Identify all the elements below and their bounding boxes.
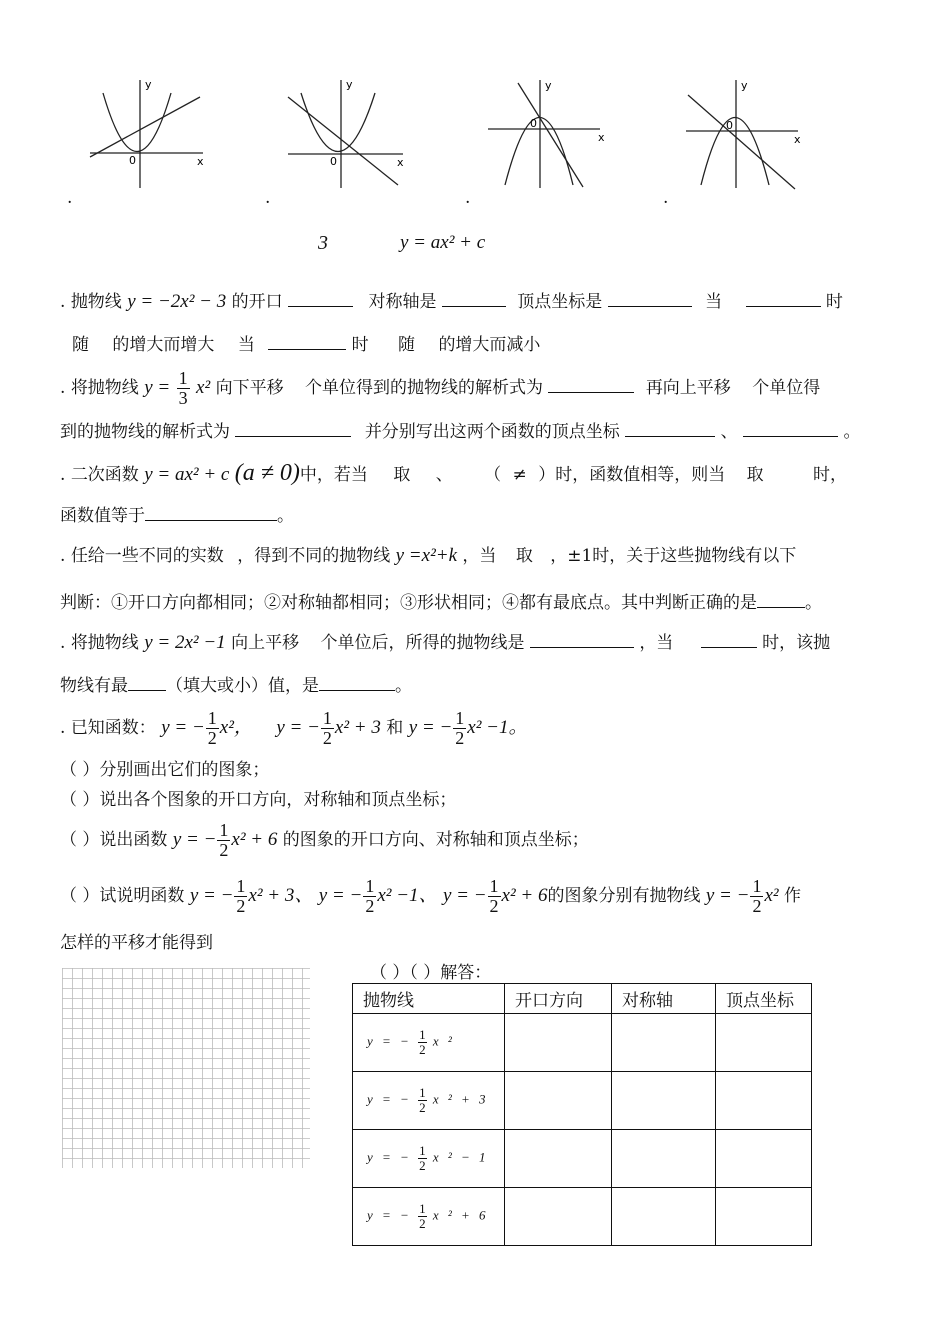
question-3-line-2 <box>60 502 900 529</box>
graph-dot: . <box>265 188 271 208</box>
fraction-half: $\frac{1}{2}$ <box>207 708 217 748</box>
question-2-line-2 <box>60 418 900 445</box>
text: 、 <box>720 422 738 442</box>
parabola-formula: y = − $\frac{1}{2}$ x ² − 1 <box>353 1130 505 1188</box>
answer-blank[interactable] <box>743 418 838 437</box>
formula: x² <box>764 885 779 906</box>
origin-label: 0 <box>530 117 537 130</box>
question-5-line-1: . 将抛物线 y = 2x² −1 向上平移 个单位后，所得的抛物线是 ，当 时，该抛 <box>60 629 900 656</box>
answer-cell[interactable] <box>505 1188 612 1246</box>
axis-x-label: x <box>197 155 204 168</box>
question-4-line-1: . 任给一些不同的实数 ，得到不同的抛物线 y =x²+k ，当 取 ，±1时，关于这些抛物线有以下 <box>60 545 797 566</box>
question-1-line-2 <box>72 331 900 358</box>
answer-cell[interactable] <box>505 1014 612 1072</box>
answer-blank[interactable] <box>548 374 634 393</box>
header-opening: 开口方向 <box>505 984 612 1014</box>
text: 。 <box>805 593 822 613</box>
answer-cell[interactable] <box>612 1130 716 1188</box>
graph-dot: . <box>663 188 669 208</box>
text: ，得到不同的抛物线 <box>237 546 391 566</box>
text: ，当 <box>462 546 497 566</box>
question-dot: . <box>60 292 66 312</box>
text: 个单位得到的抛物线的解析式为 <box>305 378 543 398</box>
question-6-sub-4: （ ）试说明函数 y = − $\frac{1}{2}$ x² + 3、 y = − $\frac{1}{2}$ x² −1、 y = − $\frac{1}{2}$ x² + 6的图象分别有抛物线 y = − $\frac{1}{2}$ x² 作 <box>60 876 801 916</box>
text: 抛物线 <box>70 292 122 312</box>
axis-y-label: y <box>145 78 152 91</box>
formula: x² −1、 <box>377 885 438 906</box>
text: 任给一些不同的实数 <box>70 546 224 566</box>
text: 时， <box>813 465 848 485</box>
text: 的图象的开口方向、对称轴和顶点坐标； <box>282 830 589 850</box>
graph-1 <box>85 75 210 195</box>
fraction-half: $\frac{1}{2}$ <box>219 820 229 860</box>
question-6-line-1: . 已知函数： y = − $\frac{1}{2}$ x²， y = − $\frac{1}{2}$ x² + 3 和 y = − $\frac{1}{2}$ x² −1。 <box>60 708 528 748</box>
text: 对称轴是 <box>368 292 437 312</box>
text: 取 <box>746 465 764 485</box>
text: （ ）试说明函数 <box>60 886 185 906</box>
answer-cell[interactable] <box>505 1130 612 1188</box>
graph-dot: . <box>67 188 73 208</box>
axis-x-label: x <box>794 133 801 146</box>
text: ，当 <box>639 633 674 653</box>
text: 的增大而增大 <box>112 335 215 355</box>
text: 个单位得 <box>752 378 821 398</box>
header-vertex: 顶点坐标 <box>716 984 812 1014</box>
question-5-line-2 <box>60 672 900 699</box>
text: 判断：①开口方向都相同；②对称轴都相同；③形状相同；④都有最底点。其中判断正确的是 <box>60 593 757 613</box>
origin-label: 0 <box>726 119 733 132</box>
answer-blank[interactable] <box>757 589 805 608</box>
answer-blank[interactable] <box>701 629 757 648</box>
answer-table <box>352 983 812 1246</box>
text: 取 <box>515 546 533 566</box>
text: 。 <box>843 422 861 442</box>
formula: x² + 3、 <box>248 885 314 906</box>
section-formula: y = ax² + c <box>400 232 486 253</box>
text: 时 <box>825 292 843 312</box>
text: 顶点坐标是 <box>517 292 603 312</box>
text: 向上平移 <box>231 633 300 653</box>
formula: x² + 6 <box>231 829 278 850</box>
axis-x-label: x <box>397 156 404 169</box>
text: 的开口 <box>231 292 283 312</box>
answer-blank[interactable] <box>442 288 506 307</box>
text: 二次函数 <box>70 465 139 485</box>
condition: (a ≠ 0) <box>234 460 300 486</box>
text: 当 <box>705 292 723 312</box>
text: 。 <box>277 506 294 526</box>
answer-cell[interactable] <box>716 1072 812 1130</box>
answer-blank[interactable] <box>288 288 353 307</box>
fraction-half: $\frac{1}{2}$ <box>236 876 246 916</box>
text: （ <box>484 465 502 485</box>
answer-blank[interactable] <box>746 288 821 307</box>
fraction: $\frac{1}{3}$ <box>178 368 188 408</box>
text: 已知函数： <box>70 718 156 738</box>
answer-blank[interactable] <box>145 502 277 521</box>
answer-blank[interactable] <box>319 672 395 691</box>
answer-blank[interactable] <box>235 418 351 437</box>
table-row <box>353 1130 812 1188</box>
fraction-half: $\frac{1}{2}$ <box>752 876 762 916</box>
table-row <box>353 1072 812 1130</box>
graph-2 <box>283 75 413 195</box>
header-axis: 对称轴 <box>612 984 716 1014</box>
question-3-line-1: . 二次函数 y = ax² + c (a ≠ 0)中，若当 取 、 （ ≠ ）时，函数值相等，则当 取 时， <box>60 460 848 486</box>
axis-y-label: y <box>346 78 353 91</box>
text: 向下平移 <box>215 378 284 398</box>
formula: x² −1。 <box>467 717 528 738</box>
text: 函数值等于 <box>60 506 145 526</box>
question-4-line-2 <box>60 589 900 616</box>
formula: x² + 6 <box>501 885 548 906</box>
graph-3 <box>485 75 610 195</box>
text: 和 <box>386 718 404 738</box>
text: ）时，函数值相等，则当 <box>538 465 726 485</box>
text: ，±1时，关于这些抛物线有以下 <box>550 546 797 566</box>
fraction-half: $\frac{1}{2}$ <box>365 876 375 916</box>
question-2-line-1: . 将抛物线 y = $\frac{1}{3}$ x² 向下平移 个单位得到的抛物线的解析式为 再向上平移 个单位得 <box>60 368 821 408</box>
answer-blank[interactable] <box>625 418 715 437</box>
text: 取 <box>393 465 411 485</box>
answer-cell[interactable] <box>716 1130 812 1188</box>
answer-cell[interactable] <box>716 1014 812 1072</box>
answer-cell[interactable] <box>612 1072 716 1130</box>
formula: y =x²+k <box>395 545 458 566</box>
text: 随 <box>398 335 416 355</box>
text: 个单位后，所得的抛物线是 <box>320 633 525 653</box>
axis-x-label: x <box>598 131 605 144</box>
question-1-line-1 <box>60 288 900 315</box>
fraction-half: $\frac{1}{2}$ <box>322 708 332 748</box>
text: 的增大而减小 <box>438 335 541 355</box>
fraction-half: $\frac{1}{2}$ <box>489 876 499 916</box>
answer-cell[interactable] <box>505 1072 612 1130</box>
question-6-sub-1: （ ）分别画出它们的图象； <box>60 760 270 780</box>
answer-cell[interactable] <box>716 1188 812 1246</box>
text: 当 <box>237 335 255 355</box>
text: 作 <box>784 886 801 906</box>
table-row <box>353 1188 812 1246</box>
origin-label: 0 <box>129 154 136 167</box>
answer-blank[interactable] <box>530 629 634 648</box>
graph-4 <box>683 75 808 195</box>
question-6-sub-3: （ ）说出函数 y = − $\frac{1}{2}$ x² + 6 的图象的开口方向、对称轴和顶点坐标； <box>60 820 589 860</box>
formula: x² + 3 <box>334 717 381 738</box>
axis-y-label: y <box>545 79 552 92</box>
formula: y = −2x² − 3 <box>127 291 227 312</box>
graph-paper-grid <box>62 968 310 1173</box>
question-6-sub-4-line-2: 怎样的平移才能得到 <box>60 933 213 953</box>
parabola-formula: y = − $\frac{1}{2}$ x ² + 6 <box>353 1188 505 1246</box>
answer-cell[interactable] <box>612 1014 716 1072</box>
text: 时，该抛 <box>762 633 831 653</box>
text: 随 <box>72 335 89 355</box>
text: 时 <box>351 335 369 355</box>
answer-cell[interactable] <box>612 1188 716 1246</box>
formula: x²， <box>219 717 253 738</box>
text: 中，若当 <box>299 465 368 485</box>
text: （填大或小）值，是 <box>166 676 319 696</box>
header-parabola: 抛物线 <box>353 984 505 1014</box>
text: 再向上平移 <box>645 378 731 398</box>
axis-y-label: y <box>741 79 748 92</box>
answer-blank[interactable] <box>608 288 692 307</box>
text: 、 <box>435 465 453 485</box>
parabola-formula: y = − $\frac{1}{2}$ x ² + 3 <box>353 1072 505 1130</box>
origin-label: 0 <box>330 155 337 168</box>
text: 到的抛物线的解析式为 <box>60 422 230 442</box>
parabola-formula: y = − $\frac{1}{2}$ x ² <box>353 1014 505 1072</box>
section-number: 3 <box>318 232 328 254</box>
answer-caption: （ ）（ ）解答： <box>370 963 492 983</box>
text: （ ）说出函数 <box>60 830 168 850</box>
fraction-half: $\frac{1}{2}$ <box>455 708 465 748</box>
table-row <box>353 1014 812 1072</box>
graph-dot: . <box>465 188 471 208</box>
text: 的图象分别有抛物线 <box>547 886 701 906</box>
answer-blank[interactable] <box>268 331 346 350</box>
text: 。 <box>395 676 412 696</box>
text: 并分别写出这两个函数的顶点坐标 <box>364 422 620 442</box>
text: ≠ <box>512 465 527 485</box>
text: 将抛物线 <box>70 633 139 653</box>
text: 将抛物线 <box>70 378 139 398</box>
text: 物线有最 <box>60 676 128 696</box>
formula: y = ax² + c <box>144 464 230 485</box>
answer-blank[interactable] <box>128 672 166 691</box>
formula: y = 2x² −1 <box>144 632 226 653</box>
question-6-sub-2: （ ）说出各个图象的开口方向，对称轴和顶点坐标； <box>60 790 457 810</box>
